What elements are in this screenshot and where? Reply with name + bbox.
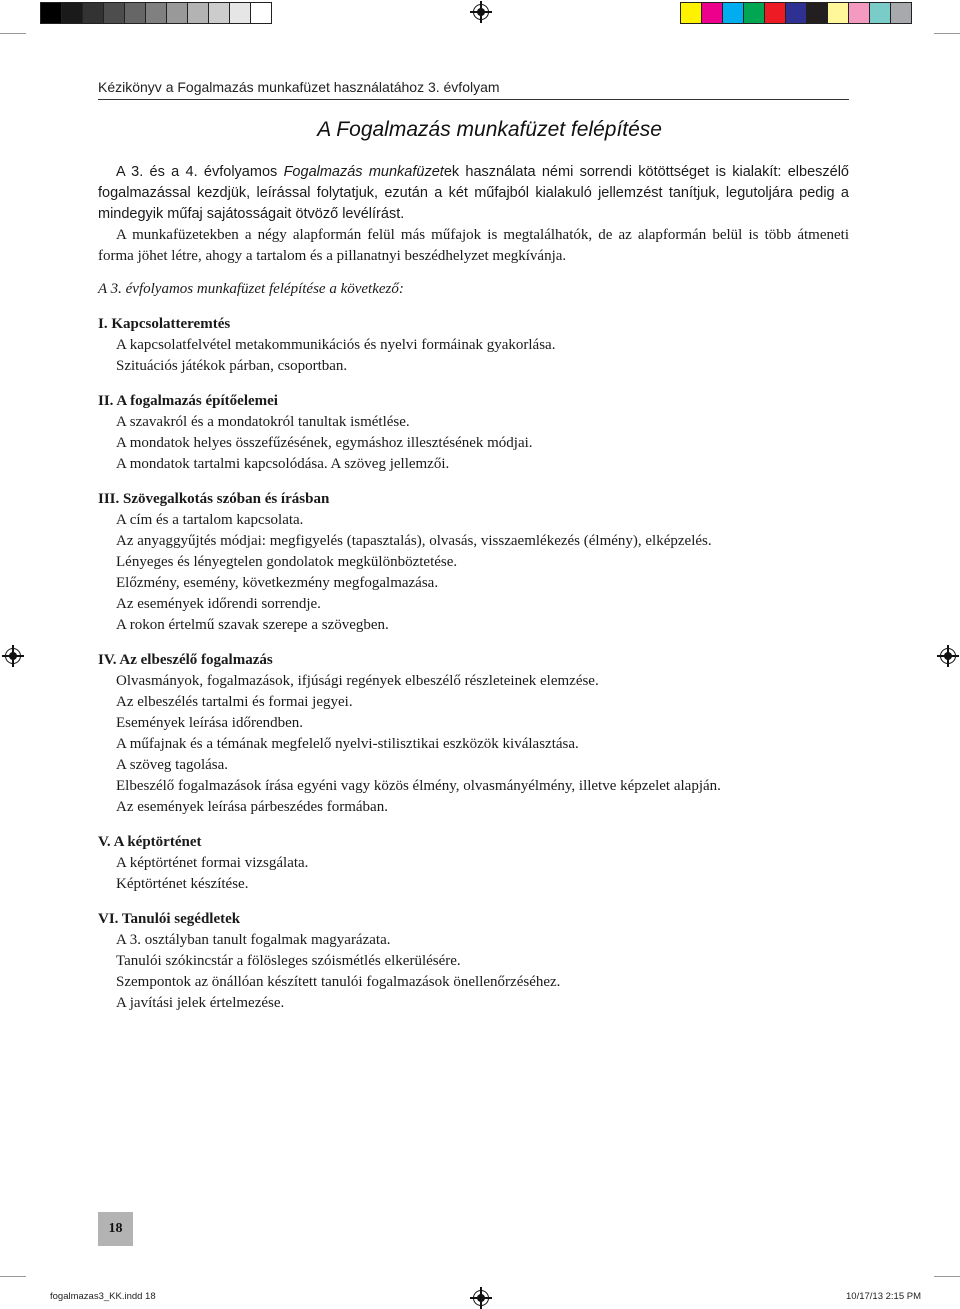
footer-file-info: fogalmazas3_KK.indd 18 [50, 1291, 156, 1302]
section-item: Olvasmányok, fogalmazások, ifjúsági regények elbeszélő részleteinek elemzése. [116, 673, 599, 689]
section-item: Elbeszélő fogalmazások írása egyéni vagy közös élmény, olvasmányélmény, illetve képzelet alapján. [116, 778, 721, 794]
section-item: A 3. osztályban tanult fogalmak magyarázata. [116, 932, 391, 948]
gray-calibration-strip [40, 2, 272, 24]
section-1 [98, 314, 849, 377]
section-heading: V. A képtörténet [98, 834, 202, 850]
section-item: Képtörténet készítése. [116, 876, 249, 892]
section-item: Lényeges és lényegtelen gondolatok megkülönböztetése. [116, 554, 458, 570]
section-item: Események leírása időrendben. [116, 715, 304, 731]
crop-mark [934, 1276, 960, 1277]
structure-intro: A 3. évfolyamos munkafüzet felépítése a következő: [98, 281, 404, 297]
gray-swatch [230, 3, 251, 23]
section-3 [98, 489, 849, 636]
section-heading: III. Szövegalkotás szóban és írásban [98, 491, 330, 507]
color-swatch [891, 3, 911, 23]
gray-swatch [83, 3, 104, 23]
page-title: A Fogalmazás munkafüzet felépítése [317, 118, 662, 141]
color-swatch [807, 3, 828, 23]
section-4 [98, 650, 849, 818]
gray-swatch [104, 3, 125, 23]
section-item: A javítási jelek értelmezése. [116, 995, 285, 1011]
section-item: Tanulói szókincstár a fölösleges szóismétlés elkerülésére. [116, 953, 461, 969]
color-swatch [849, 3, 870, 23]
color-swatch [723, 3, 744, 23]
crop-mark [0, 1276, 26, 1277]
color-swatch [681, 3, 702, 23]
gray-swatch [251, 3, 271, 23]
color-swatch [870, 3, 891, 23]
section-item: A cím és a tartalom kapcsolata. [116, 512, 304, 528]
intro-paragraph [98, 162, 849, 225]
color-swatch [765, 3, 786, 23]
gray-swatch [146, 3, 167, 23]
gray-swatch [41, 3, 62, 23]
section-item: Szituációs játékok párban, csoportban. [116, 358, 348, 374]
intro-paragraph-2: A munkafüzetekben a négy alapformán felül más műfajok is megtalálhatók, de az alapformán belül is több átmeneti forma jöhet létre, ahogy a tartalom és a pillanatnyi beszédhelyzet megkívánja. [98, 227, 849, 264]
gray-swatch [62, 3, 83, 23]
section-2 [98, 391, 849, 475]
registration-mark-top-icon [473, 4, 489, 20]
section-item: A szöveg tagolása. [116, 757, 229, 773]
section-item: A képtörténet formai vizsgálata. [116, 855, 309, 871]
section-6 [98, 909, 849, 1014]
color-calibration-strip [680, 2, 912, 24]
body-text [98, 162, 849, 1014]
section-heading: VI. Tanulói segédletek [98, 911, 241, 927]
section-heading: IV. Az elbeszélő fogalmazás [98, 652, 273, 668]
color-swatch [786, 3, 807, 23]
section-item: Az események leírása párbeszédes formában. [116, 799, 388, 815]
section-item: Az elbeszélés tartalmi és formai jegyei. [116, 694, 353, 710]
crop-mark [934, 33, 960, 34]
section-item: A mondatok helyes összefűzésének, egymáshoz illesztésének módjai. [116, 435, 533, 451]
section-item: Az anyaggyűjtés módjai: megfigyelés (tapasztalás), olvasás, visszaemlékezés (élmény), elképzelés. [116, 533, 712, 549]
section-item: A műfajnak és a témának megfelelő nyelvi-stilisztikai eszközök kiválasztása. [116, 736, 579, 752]
section-5 [98, 832, 849, 895]
section-heading: II. A fogalmazás építőelemei [98, 393, 278, 409]
section-item: Előzmény, esemény, következmény megfogalmazása. [116, 575, 439, 591]
registration-mark-right-icon [940, 648, 956, 664]
section-item: A rokon értelmű szavak szerepe a szövegben. [116, 617, 389, 633]
gray-swatch [209, 3, 230, 23]
section-item: Az események időrendi sorrendje. [116, 596, 321, 612]
intro-text-a: A 3. és a 4. évfolyamos [116, 164, 284, 180]
registration-mark-bottom-icon [473, 1290, 489, 1306]
color-swatch [828, 3, 849, 23]
color-swatch [702, 3, 723, 23]
footer-timestamp: 10/17/13 2:15 PM [846, 1291, 921, 1302]
section-list [98, 314, 849, 1014]
gray-swatch [167, 3, 188, 23]
section-heading: I. Kapcsolatteremtés [98, 316, 231, 332]
intro-text-b: ek használata némi sorrendi kötöttséget is kialakít: elbeszélő fogalmazással kezdjük, leírással folytatjuk, ezután a két műfajból kialakuló jellemzést tanítjuk, legutoljára pedig a mindegyik műfaj sajátosságait ötvöző levélírást. [98, 164, 849, 222]
gray-swatch [125, 3, 146, 23]
section-item: Szempontok az önállóan készített tanulói fogalmazások önellenőrzéséhez. [116, 974, 561, 990]
page-number: 18 [98, 1212, 133, 1246]
crop-mark [0, 33, 26, 34]
section-item: A szavakról és a mondatokról tanultak ismétlése. [116, 414, 410, 430]
color-swatch [744, 3, 765, 23]
intro-text-italic: Fogalmazás munkafüzet [283, 164, 444, 180]
registration-mark-left-icon [5, 648, 21, 664]
running-header: Kézikönyv a Fogalmazás munkafüzet használatához 3. évfolyam [98, 79, 849, 100]
section-item: A mondatok tartalmi kapcsolódása. A szöveg jellemzői. [116, 456, 450, 472]
section-item: A kapcsolatfelvétel metakommunikációs és nyelvi formáinak gyakorlása. [116, 337, 556, 353]
gray-swatch [188, 3, 209, 23]
